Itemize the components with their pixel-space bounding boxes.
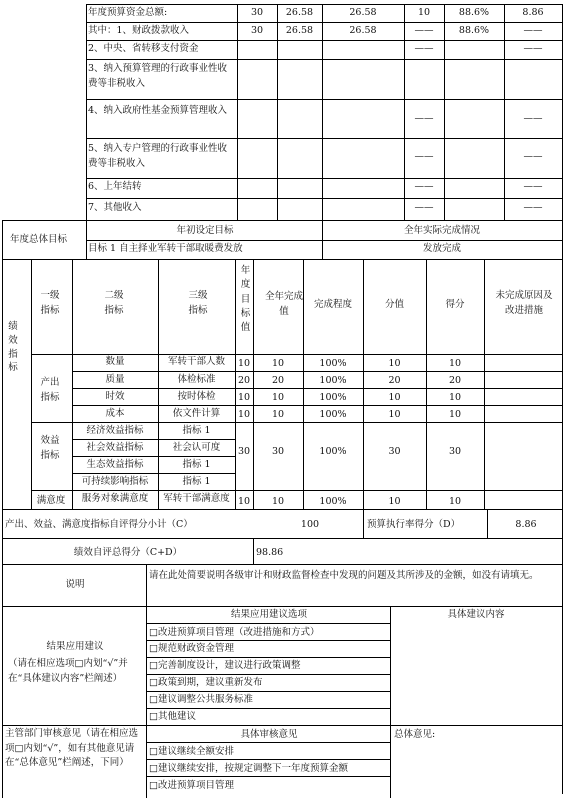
dash: —— [523, 181, 543, 192]
output-score-quantity: 10 [448, 358, 462, 369]
rule [158, 259, 159, 509]
rule [2, 725, 562, 726]
budget-row-carryover: 6、上年结转 [88, 181, 142, 192]
budget-finance-col2: 26.58 [285, 25, 314, 36]
rule [2, 538, 562, 539]
output-weight-quality: 20 [388, 375, 401, 386]
output-rate-quality: 100% [319, 375, 347, 386]
rule [86, 4, 562, 5]
rule [146, 742, 390, 743]
rule [146, 657, 390, 658]
rule [31, 259, 32, 509]
rule [72, 456, 235, 457]
benefit-target: 30 [237, 446, 251, 457]
rule [31, 490, 562, 491]
rule [253, 538, 254, 564]
benefit-lvl2-economic: 经济效益指标 [86, 425, 144, 436]
header-lvl3: 三级指标 [188, 290, 208, 316]
output-score-quality: 20 [448, 375, 462, 386]
rule [562, 4, 563, 794]
budget-finance-col1: 30 [250, 25, 264, 36]
budget-finance-col5: 88.6% [458, 25, 490, 36]
rule [2, 509, 562, 510]
rule [253, 259, 254, 509]
satisfaction-done: 10 [271, 496, 285, 507]
rule [72, 388, 562, 389]
rule [72, 259, 73, 509]
satisfaction-lvl2: 服务对象满意度 [81, 493, 149, 504]
notes-text: 请在此处简要说明各级审计和财政监督检查中发现的问题及其所涉及的金额，如没有请填无。 [149, 570, 539, 581]
subtotal-value: 100 [300, 519, 320, 530]
application-note: （请在相应选项□内划“√”并在“具体建议内容”栏阐述） [8, 658, 128, 684]
total-score-value: 98.86 [256, 547, 284, 558]
benefit-lvl2-ecological: 生态效益指标 [86, 459, 144, 470]
output-done-cost: 10 [271, 409, 285, 420]
dash: —— [523, 113, 543, 124]
rule [390, 606, 391, 798]
benefit-lvl3-social: 社会认可度 [172, 442, 221, 453]
output-target-quantity: 10 [237, 358, 251, 369]
budget-row-fund: 4、纳入政府性基金预算管理收入 [88, 105, 228, 116]
application-options-header: 结果应用建议选项 [230, 609, 307, 620]
rule [86, 198, 562, 199]
rule [146, 759, 390, 760]
benefit-label: 效益指标 [40, 435, 60, 461]
output-done-timeliness: 10 [271, 392, 285, 403]
satisfaction-score: 10 [448, 496, 462, 507]
option-policy-adjust[interactable]: □完善制度设计，建议进行政策调整 [149, 660, 301, 671]
benefit-done: 30 [271, 446, 285, 457]
rule [146, 776, 390, 777]
rule [72, 405, 562, 406]
rule [86, 240, 562, 241]
benefit-score: 30 [448, 446, 462, 457]
rule [86, 40, 562, 41]
rule [86, 178, 562, 179]
budget-row-transfer: 2、中央、省转移支付资金 [88, 43, 199, 54]
dash: —— [414, 202, 434, 213]
rule [86, 22, 562, 23]
output-lvl3-timeliness: 按时体检 [177, 391, 216, 402]
goals-plan: 目标 1 自主择业军转干部取暖费发放 [88, 243, 243, 254]
rule [404, 4, 405, 220]
dash: —— [414, 113, 434, 124]
goals-label: 年度总体目标 [10, 234, 68, 245]
dash: —— [523, 202, 543, 213]
budget-finance-label: 其中：1、财政拨款收入 [88, 25, 190, 36]
dash: —— [523, 43, 543, 54]
rule [484, 259, 485, 509]
rule [235, 259, 236, 509]
header-lvl2: 二级指标 [104, 290, 124, 316]
header-rate: 完成程度 [313, 299, 352, 310]
budget-total-col3: 26.58 [349, 7, 377, 18]
rule [504, 4, 505, 220]
option-republish[interactable]: □政策到期，建议重新发布 [149, 677, 263, 688]
review-header: 具体审核意见 [240, 729, 298, 740]
subtotal-label: 产出、效益、满意度指标自评得分小计（C） [5, 519, 193, 530]
header-target: 年度目标值 [240, 265, 251, 333]
rule [146, 623, 390, 624]
output-target-timeliness: 10 [237, 392, 251, 403]
output-weight-timeliness: 10 [388, 392, 401, 403]
budget-finance-col4: —— [414, 25, 434, 36]
rule [303, 259, 304, 509]
rule [2, 606, 562, 607]
satisfaction-lvl3: 军转干部满意度 [163, 493, 230, 504]
output-target-quality: 20 [237, 375, 251, 386]
rule [2, 564, 562, 565]
output-score-cost: 10 [448, 409, 462, 420]
rule [2, 259, 562, 260]
total-score-label: 绩效自评总得分（C+D） [73, 547, 183, 558]
application-title: 结果应用建议 [46, 641, 104, 652]
review-option-full[interactable]: □建议继续全额安排 [149, 746, 234, 757]
output-done-quality: 20 [271, 375, 285, 386]
option-improve-project[interactable]: □改进预算项目管理（改进措施和方式） [149, 627, 320, 638]
output-lvl3-cost: 依文件计算 [172, 408, 221, 419]
satisfaction-target: 10 [237, 496, 251, 507]
output-rate-timeliness: 100% [319, 392, 347, 403]
output-done-quantity: 10 [271, 358, 285, 369]
header-reason: 未完成原因及改进措施 [495, 290, 553, 316]
benefit-lvl2-social: 社会效益指标 [86, 442, 144, 453]
budget-total-col4: 10 [417, 7, 431, 18]
dash: —— [414, 151, 434, 162]
rule [86, 138, 562, 139]
budget-total-col6: 8.86 [522, 7, 544, 18]
output-rate-cost: 100% [319, 409, 347, 420]
perf-side-label: 绩效指标 [8, 321, 18, 374]
header-lvl1: 一级指标 [40, 290, 60, 316]
rule [363, 259, 364, 509]
output-lvl2-quantity: 数量 [105, 356, 125, 367]
satisfaction-weight: 10 [388, 496, 401, 507]
rule [86, 59, 562, 60]
review-option-adjust[interactable]: □建议继续安排，按规定调整下一年度预算金额 [149, 763, 348, 774]
rule [426, 259, 427, 509]
rule [277, 4, 278, 220]
rule [237, 4, 238, 220]
rule [146, 708, 390, 709]
option-service-standard[interactable]: □建议调整公共服务标准 [149, 694, 253, 705]
rule [72, 473, 235, 474]
benefit-rate: 100% [319, 446, 347, 457]
rule [146, 691, 390, 692]
budget-total-col2: 26.58 [285, 7, 314, 18]
budget-total-label: 年度预算资金总额: [88, 7, 168, 18]
benefit-lvl3-economic: 指标 1 [182, 425, 211, 436]
output-target-cost: 10 [237, 409, 251, 420]
goals-actual-header: 全年实际完成情况 [403, 225, 480, 236]
rule [86, 99, 562, 100]
header-weight: 分值 [384, 299, 404, 310]
rule [2, 220, 562, 221]
rule [487, 509, 488, 538]
output-label: 产出指标 [40, 377, 60, 403]
output-weight-quantity: 10 [388, 358, 401, 369]
budget-row-special: 5、纳入专户管理的行政事业性收费等非税收入 [88, 143, 228, 169]
notes-label: 说明 [65, 579, 85, 590]
goals-actual: 发放完成 [422, 243, 461, 254]
review-option-improve[interactable]: □改进预算项目管理 [149, 780, 234, 791]
application-content-header: 具体建议内容 [447, 609, 505, 620]
budget-finance-col3: 26.58 [349, 25, 377, 36]
exec-rate-label: 预算执行率得分（D） [367, 519, 461, 530]
output-lvl2-quality: 质量 [105, 374, 125, 385]
benefit-lvl3-ecological: 指标 1 [182, 459, 211, 470]
output-lvl3-quantity: 军转干部人数 [167, 356, 225, 367]
rule [72, 371, 562, 372]
header-done: 全年完成值 [264, 291, 303, 317]
budget-row-nontax: 3、纳入预算管理的行政事业性收费等非税收入 [88, 63, 228, 89]
budget-total-col5: 88.6% [458, 7, 490, 18]
option-regulate-funds[interactable]: □规范财政资金管理 [149, 643, 234, 654]
dash: —— [523, 151, 543, 162]
benefit-lvl3-sustainable: 指标 1 [182, 476, 211, 487]
rule [444, 4, 445, 220]
option-other[interactable]: □其他建议 [149, 711, 196, 722]
rule [146, 640, 390, 641]
rule [31, 422, 562, 423]
rule [363, 509, 364, 538]
rule [146, 564, 147, 798]
rule [72, 439, 235, 440]
output-lvl3-quality: 体检标准 [177, 374, 216, 385]
review-overall: 总体意见: [394, 729, 436, 740]
budget-row-other: 7、其他收入 [88, 202, 142, 213]
exec-rate-value: 8.86 [515, 519, 537, 530]
benefit-weight: 30 [388, 446, 401, 457]
header-score: 得分 [445, 299, 465, 310]
satisfaction-label: 满意度 [36, 495, 66, 506]
rule [31, 354, 562, 355]
rule [146, 674, 390, 675]
output-lvl2-timeliness: 时效 [105, 391, 125, 402]
budget-finance-col6: —— [523, 25, 543, 36]
dash: —— [414, 181, 434, 192]
review-left-label: 主管部门审核意见（请在相应选项□内划“√”，如有其他意见请在“总体意见”栏阐述，下同） [5, 728, 139, 769]
benefit-lvl2-sustainable: 可持续影响指标 [81, 476, 149, 487]
dash: —— [414, 43, 434, 54]
output-lvl2-cost: 成本 [105, 408, 125, 419]
output-rate-quantity: 100% [319, 358, 347, 369]
output-weight-cost: 10 [388, 409, 401, 420]
goals-plan-header: 年初设定目标 [176, 225, 234, 236]
satisfaction-rate: 100% [319, 496, 347, 507]
output-score-timeliness: 10 [448, 392, 462, 403]
budget-total-col1: 30 [250, 7, 264, 18]
